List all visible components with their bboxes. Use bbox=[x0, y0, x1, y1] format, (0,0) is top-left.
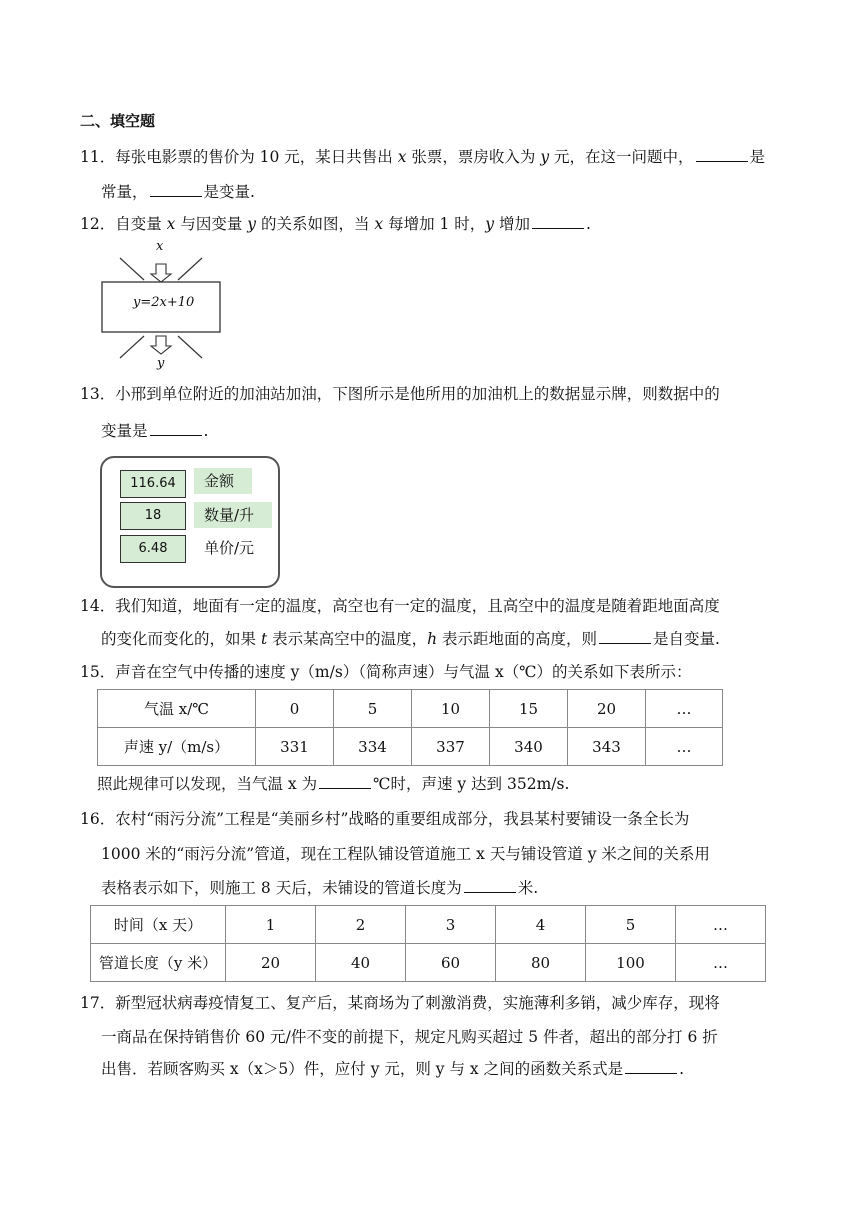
q12-text-a: 12．自变量 bbox=[80, 215, 167, 233]
q14-var-t: t bbox=[260, 630, 268, 648]
q12-text-f: . bbox=[586, 215, 591, 233]
table-cell: 20 bbox=[226, 944, 316, 982]
q17-text-b: . bbox=[679, 1060, 685, 1078]
diagram-input-label: x bbox=[156, 239, 164, 254]
quantity-label: 数量/升 bbox=[194, 502, 272, 528]
table-cell: 4 bbox=[496, 906, 586, 944]
q12-text-b: 与因变量 bbox=[175, 215, 248, 233]
section-heading: 二、填空题 bbox=[80, 112, 156, 130]
diagram-line bbox=[178, 258, 202, 280]
table-row bbox=[91, 944, 766, 982]
table-cell: 2 bbox=[316, 906, 406, 944]
quantity-value: 18 bbox=[120, 502, 186, 530]
diagram-output-label: y bbox=[157, 356, 165, 371]
q11-text-d: 是 bbox=[749, 148, 766, 166]
table-row bbox=[98, 690, 723, 728]
table-cell: 80 bbox=[496, 944, 586, 982]
q12-text-e: 增加 bbox=[494, 215, 530, 233]
q11-var-y: y bbox=[540, 148, 550, 166]
q12-text-c: 的关系如图，当 bbox=[256, 215, 375, 233]
question-17-line-1: 17．新型冠状病毒疫情复工、复产后，某商场为了刺激消费，实施薄利多销，减少库存，现将 bbox=[80, 994, 720, 1012]
table-cell: 340 bbox=[490, 728, 568, 766]
q14-var-h: h bbox=[427, 630, 438, 648]
amount-value: 116.64 bbox=[120, 470, 186, 498]
q13-answer-blank[interactable] bbox=[150, 421, 202, 436]
q12-answer-blank[interactable] bbox=[532, 214, 584, 229]
q11-answer-blank-1[interactable] bbox=[696, 147, 748, 162]
diagram-line bbox=[120, 336, 144, 358]
q11-text-c: 元，在这一问题中， bbox=[549, 148, 694, 166]
table-row bbox=[91, 906, 766, 944]
q11-answer-blank-2[interactable] bbox=[150, 182, 202, 197]
table-cell: 331 bbox=[256, 728, 334, 766]
q14-text-d: 是自变量. bbox=[653, 630, 720, 648]
q14-text-c: 表示距地面的高度，则 bbox=[437, 630, 598, 648]
q12-var-y2: y bbox=[485, 215, 495, 233]
q15-text-a: 照此规律可以发现，当气温 x 为 bbox=[97, 775, 318, 793]
table-cell: 0 bbox=[256, 690, 334, 728]
question-11-line-2 bbox=[101, 181, 255, 203]
table-cell: 100 bbox=[586, 944, 676, 982]
q15-text-b: ℃时，声速 y 达到 352m/s. bbox=[373, 775, 570, 793]
table-cell: 337 bbox=[412, 728, 490, 766]
q14-text-b: 表示某高空中的温度， bbox=[267, 630, 428, 648]
question-12-line bbox=[80, 213, 591, 235]
question-14-line-1: 14．我们知道，地面有一定的温度，高空也有一定的温度，且高空中的温度是随着距地面高度 bbox=[80, 597, 720, 615]
table-cell: … bbox=[646, 728, 723, 766]
table-cell: 5 bbox=[586, 906, 676, 944]
table-cell: 15 bbox=[490, 690, 568, 728]
question-17-line-2: 一商品在保持销售价 60 元/件不变的前提下，规定凡购买超过 5 件者，超出的部分打 6 折 bbox=[101, 1028, 718, 1046]
table-cell: 10 bbox=[412, 690, 490, 728]
diagram-line bbox=[120, 258, 144, 280]
unit-price-label: 单价/元 bbox=[204, 539, 255, 557]
question-15-line-1: 15．声音在空气中传播的速度 y（m/s）（简称声速）与气温 x（℃）的关系如下表所示： bbox=[80, 663, 692, 681]
q11-text-e: 常量， bbox=[101, 183, 148, 201]
table-cell: 343 bbox=[568, 728, 646, 766]
q12-var-x: x bbox=[166, 215, 176, 233]
table-row bbox=[98, 728, 723, 766]
down-arrow-icon bbox=[151, 336, 171, 354]
question-15-line-2 bbox=[97, 773, 569, 795]
q16-text-b: 米. bbox=[517, 879, 539, 897]
q12-var-y: y bbox=[247, 215, 257, 233]
q11-text-f: 是变量. bbox=[203, 183, 255, 201]
q13-text-a: 变量是 bbox=[101, 422, 148, 440]
question-16-line-3 bbox=[101, 877, 538, 899]
q16-answer-blank[interactable] bbox=[464, 878, 516, 893]
unit-price-value: 6.48 bbox=[120, 535, 186, 563]
q11-text-b: 张票，票房收入为 bbox=[406, 148, 541, 166]
table-cell: … bbox=[646, 690, 723, 728]
q17-answer-blank[interactable] bbox=[625, 1059, 677, 1074]
q14-answer-blank[interactable] bbox=[599, 629, 651, 644]
table-cell: 40 bbox=[316, 944, 406, 982]
table-cell: 3 bbox=[406, 906, 496, 944]
table-cell: 334 bbox=[334, 728, 412, 766]
question-13-line-1: 13．小邢到单位附近的加油站加油，下图所示是他所用的加油机上的数据显示牌，则数据中的 bbox=[80, 385, 720, 403]
table-cell: … bbox=[676, 944, 766, 982]
table-cell: 管道长度（y 米） bbox=[91, 944, 226, 982]
q14-text-a: 的变化而变化的，如果 bbox=[101, 630, 261, 648]
table-cell: 气温 x/℃ bbox=[98, 690, 256, 728]
table-cell: 1 bbox=[226, 906, 316, 944]
question-13-line-2 bbox=[101, 420, 208, 442]
q15-answer-blank[interactable] bbox=[319, 774, 371, 789]
q16-text-a: 表格表示如下，则施工 8 天后，未铺设的管道长度为 bbox=[101, 879, 462, 897]
table-cell: 5 bbox=[334, 690, 412, 728]
table-cell: 20 bbox=[568, 690, 646, 728]
q11-text-a: 11．每张电影票的售价为 10 元，某日共售出 bbox=[80, 148, 398, 166]
down-arrow-icon bbox=[151, 264, 171, 282]
table-cell: 声速 y/（m/s） bbox=[98, 728, 256, 766]
q17-text-a: 出售．若顾客购买 x（x＞5）件，应付 y 元，则 y 与 x 之间的函数关系式是 bbox=[101, 1060, 624, 1078]
q12-text-d: 每增加 1 时， bbox=[383, 215, 486, 233]
diagram-line bbox=[178, 336, 202, 358]
question-17-line-3 bbox=[101, 1058, 684, 1080]
question-11-line-1 bbox=[80, 146, 765, 168]
pipeline-table bbox=[90, 905, 766, 982]
question-14-line-2 bbox=[101, 628, 720, 650]
amount-label: 金额 bbox=[194, 468, 252, 494]
table-cell: 时间（x 天） bbox=[91, 906, 226, 944]
q12-var-x2: x bbox=[374, 215, 384, 233]
q11-var-x: x bbox=[397, 148, 407, 166]
diagram-formula: y=2x+10 bbox=[133, 295, 195, 310]
speed-of-sound-table bbox=[97, 689, 723, 766]
question-16-line-2: 1000 米的“雨污分流”管道，现在工程队铺设管道施工 x 天与铺设管道 y 米之间的关系用 bbox=[101, 845, 710, 863]
table-cell: … bbox=[676, 906, 766, 944]
question-16-line-1: 16．农村“雨污分流”工程是“美丽乡村”战略的重要组成部分，我县某村要铺设一条全长为 bbox=[80, 810, 690, 828]
q13-text-b: . bbox=[203, 422, 209, 440]
fuel-pump-display bbox=[100, 456, 280, 588]
table-cell: 60 bbox=[406, 944, 496, 982]
